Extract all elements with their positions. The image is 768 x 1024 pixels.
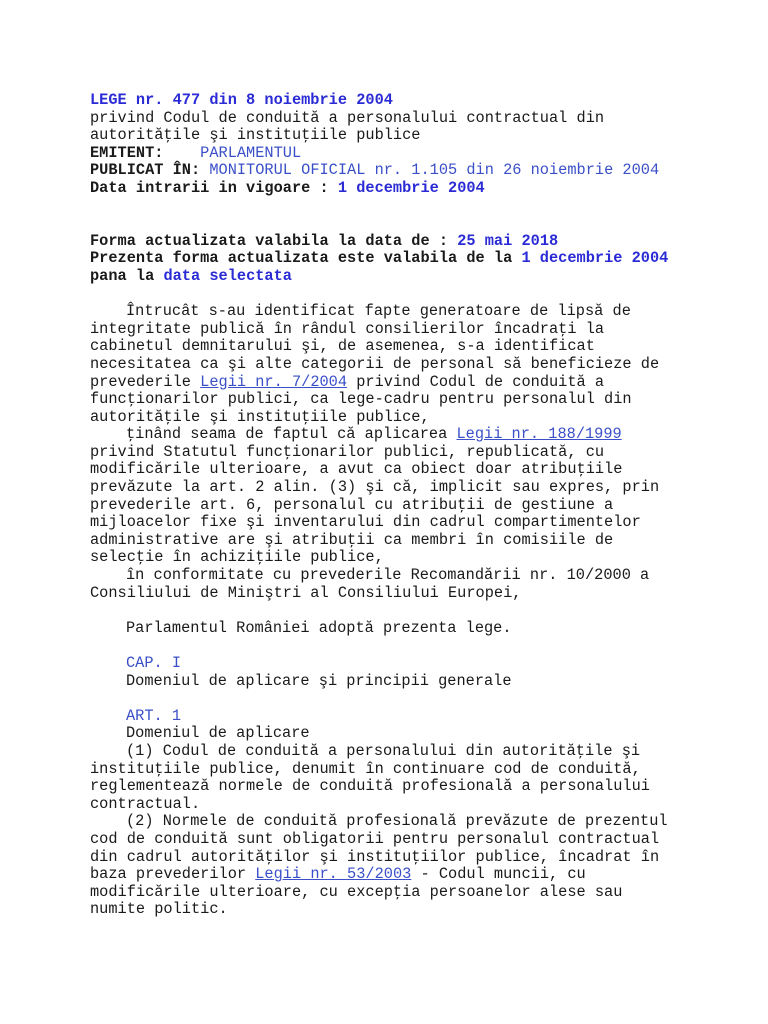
law-7-2004-link[interactable]: Legii nr. 7/2004 xyxy=(200,372,348,391)
preamble-line: modificările ulterioare, a avut ca obiect doar atribuţiile xyxy=(90,460,623,479)
effective-row xyxy=(90,180,760,198)
preamble-line: cabinetul demnitarului şi, de asemenea, s-a identificat xyxy=(90,337,595,356)
preamble-line: mijloacelor fixe şi inventarului din cadrul compartimentelor xyxy=(90,513,641,532)
valid-until-label: pana la xyxy=(90,266,155,285)
preamble-line: Consiliului de Miniştri al Consiliului Europei, xyxy=(90,583,522,602)
valid-from-row xyxy=(90,250,760,268)
article-line: (1) Codul de conduită a personalului din autorităţile şi xyxy=(126,741,641,760)
preamble-line: prevederile art. 6, personalul cu atribuţii de gestiune a xyxy=(90,495,614,514)
article-text: baza prevederilor xyxy=(90,865,247,884)
law-subject-line: privind Codul de conduită a personalului contractual din xyxy=(90,108,605,127)
preamble-text: prevederile xyxy=(90,372,191,391)
selected-date-link[interactable]: data selectata xyxy=(163,266,292,285)
valid-from-date: 1 decembrie 2004 xyxy=(521,249,669,268)
effective-label: Data intrarii in vigoare : xyxy=(90,178,329,197)
issuer-value: PARLAMENTUL xyxy=(200,143,302,162)
published-value: MONITORUL OFICIAL nr. 1.105 din 26 noiembrie 2004 xyxy=(209,161,660,180)
published-row xyxy=(90,162,760,180)
preamble-line: administrative are şi atribuţii ca membri în comisiile de xyxy=(90,530,614,549)
article-title: Domeniul de aplicare xyxy=(126,724,310,743)
preamble-line xyxy=(90,374,760,392)
article-line: contractual. xyxy=(90,794,201,813)
preamble-line xyxy=(90,426,760,444)
article-line: numite politic. xyxy=(90,900,228,919)
preamble-line: integritate publică în rândul consilierilor încadraţi la xyxy=(90,319,605,338)
law-title: LEGE nr. 477 din 8 noiembrie 2004 xyxy=(90,91,393,109)
law-53-2003-link[interactable]: Legii nr. 53/2003 xyxy=(255,865,412,884)
article-line: (2) Normele de conduită profesională prevăzute de prezentul xyxy=(126,812,668,831)
valid-from-label: Prezenta forma actualizata este valabila de la xyxy=(90,249,513,268)
law-188-1999-link[interactable]: Legii nr. 188/1999 xyxy=(456,425,622,444)
adoption-statement: Parlamentul României adoptă prezenta lege. xyxy=(126,618,512,637)
preamble-line: Întrucât s-au identificat fapte generatoare de lipsă de xyxy=(126,302,631,321)
valid-until-row xyxy=(90,268,760,286)
article-line: din cadrul autorităţilor şi instituţiilor publice, încadrat în xyxy=(90,847,660,866)
article-line xyxy=(90,866,760,884)
issuer-label: EMITENT: xyxy=(90,143,164,162)
preamble-text: privind Codul de conduită a xyxy=(356,372,605,391)
current-form-label: Forma actualizata valabila la data de : xyxy=(90,231,449,250)
issuer-row xyxy=(90,145,760,163)
preamble-line: în conformitate cu prevederile Recomandării nr. 10/2000 a xyxy=(126,566,650,585)
preamble-line: funcţionarilor publici, ca lege-cadru pentru personalul din xyxy=(90,390,632,409)
law-subject-line: autorităţile şi instituţiile publice xyxy=(90,126,421,145)
chapter-label[interactable]: CAP. I xyxy=(126,654,182,672)
article-line: instituţiile publice, denumit în continuare cod de conduită, xyxy=(90,759,641,778)
current-form-row xyxy=(90,233,760,251)
law-document xyxy=(90,92,760,919)
preamble-line: selecţie în achiziţiile publice, xyxy=(90,548,384,567)
effective-date: 1 decembrie 2004 xyxy=(337,178,485,197)
published-label: PUBLICAT ÎN: xyxy=(90,161,201,180)
article-text: - Codul muncii, cu xyxy=(420,865,586,884)
article-label[interactable]: ART. 1 xyxy=(126,706,182,725)
preamble-text: ţinând seama de faptul că aplicarea xyxy=(126,425,448,444)
current-form-date: 25 mai 2018 xyxy=(457,231,559,250)
preamble-line: autorităţile şi instituţiile publice, xyxy=(90,407,430,426)
article-line: reglementează normele de conduită profesională a personalului xyxy=(90,777,650,796)
article-line: modificările ulterioare, cu excepţia persoanelor alese sau xyxy=(90,882,623,901)
preamble-line: privind Statutul funcţionarilor publici, republicată, cu xyxy=(90,442,605,461)
preamble-line: necesitatea ca şi alte categorii de personal să beneficieze de xyxy=(90,354,660,373)
chapter-title: Domeniul de aplicare şi principii generale xyxy=(126,671,512,690)
article-line: cod de conduită sunt obligatorii pentru personalul contractual xyxy=(90,829,660,848)
preamble-line: prevăzute la art. 2 alin. (3) şi că, implicit sau expres, prin xyxy=(90,478,660,497)
